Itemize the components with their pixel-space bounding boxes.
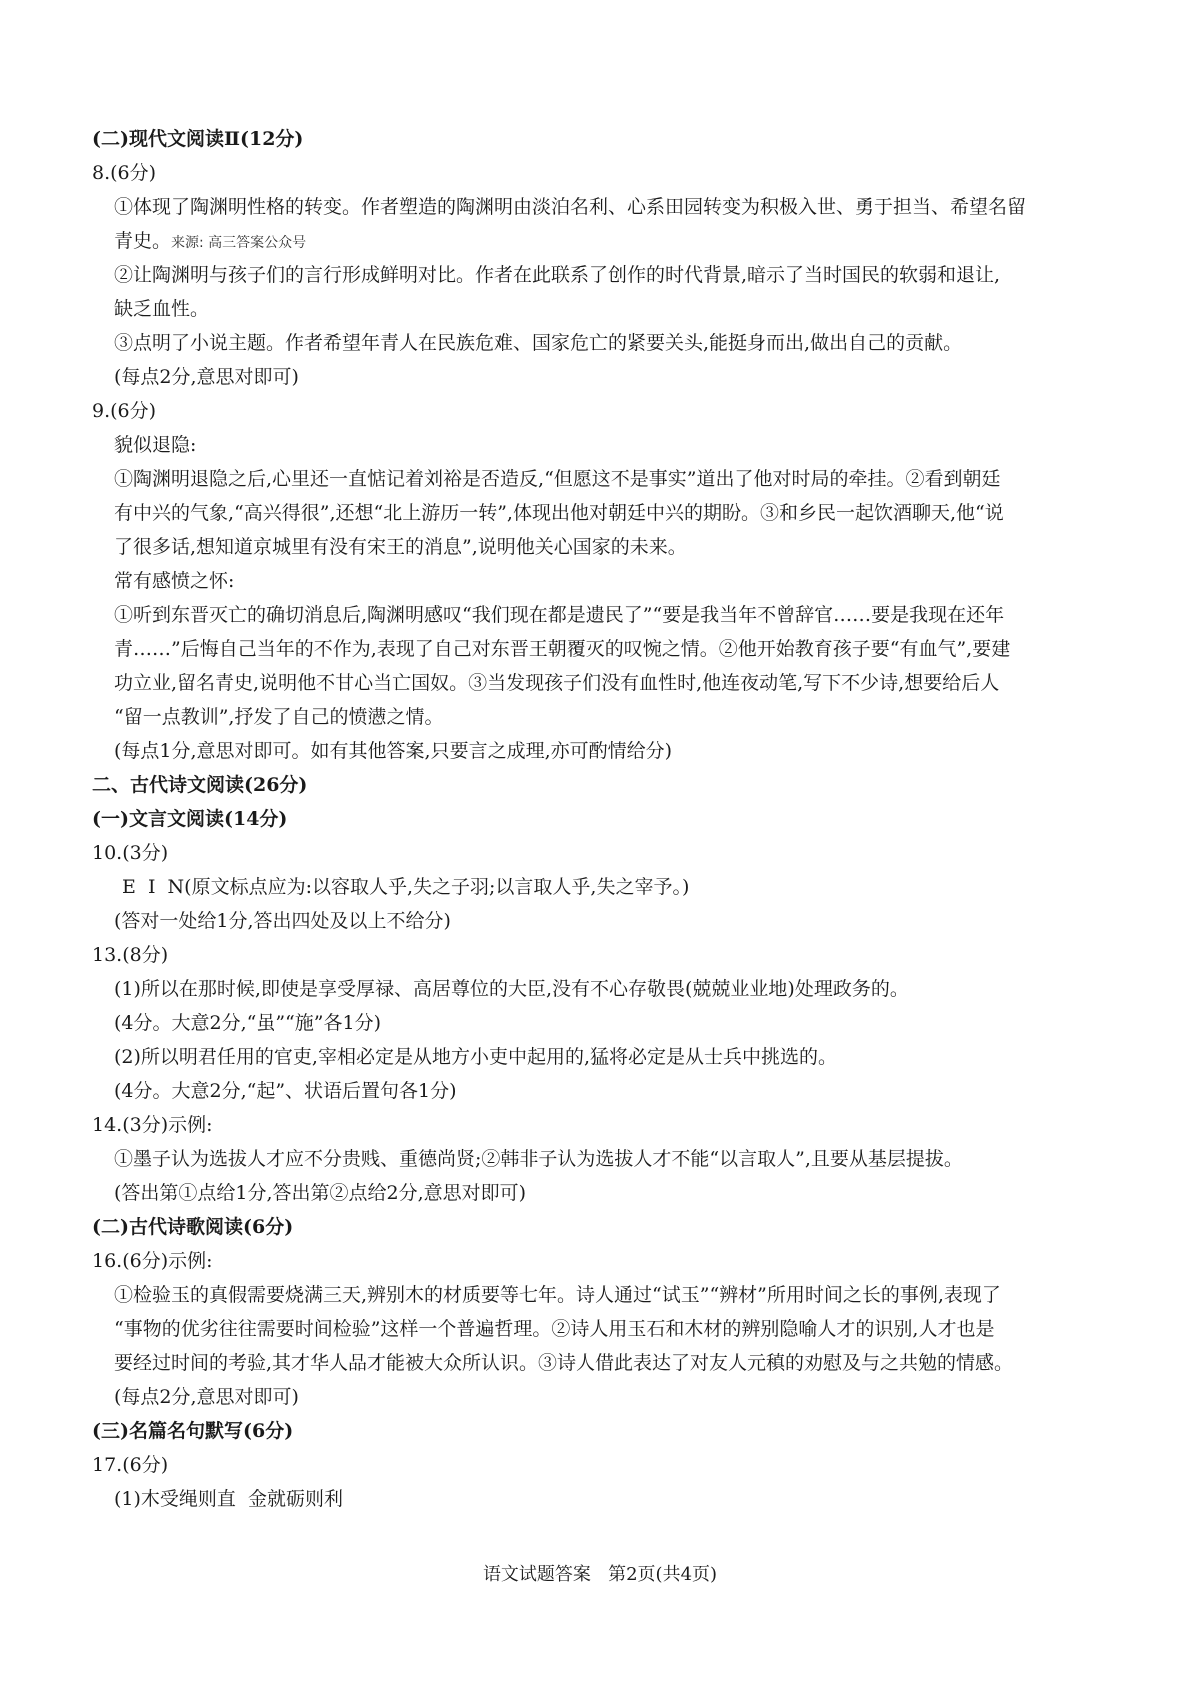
question-9-scoring-note: (每点1分,意思对即可。如有其他答案,只要言之成理,亦可酌情给分) xyxy=(114,740,673,762)
section-heading-classical: 二、古代诗文阅读(26分) xyxy=(92,774,308,796)
question-9-text-a2: 有中兴的气象,“高兴得很”,还想“北上游历一转”,体现出他对朝廷中兴的期盼。③和乡民一起饮酒聊天,他“说 xyxy=(114,502,1004,524)
question-8-point-2: ②让陶渊明与孩子们的言行形成鲜明对比。作者在此联系了创作的时代背景,暗示了当时国民的软弱和退让, xyxy=(114,264,1001,286)
question-9-text-a1: ①陶渊明退隐之后,心里还一直惦记着刘裕是否造反,“但愿这不是事实”道出了他对时局的牵挂。②看到朝廷 xyxy=(114,468,1001,490)
question-13-translation-1: (1)所以在那时候,即使是享受厚禄、高居尊位的大臣,没有不心存敬畏(兢兢业业地)处理政务的。 xyxy=(114,978,909,1000)
question-16-scoring-note: (每点2分,意思对即可) xyxy=(114,1386,299,1408)
question-9-subheading-1: 貌似退隐: xyxy=(114,434,197,456)
question-9-text-a3: 了很多话,想知道京城里有没有宋王的消息”,说明他关心国家的未来。 xyxy=(114,536,687,558)
question-17-answer-1: (1)木受绳则直 金就砺则利 xyxy=(114,1488,343,1510)
section-heading-modern-reading-2: (二)现代文阅读Ⅱ(12分) xyxy=(92,128,304,150)
source-note: 来源: 高三答案公众号 xyxy=(171,235,307,251)
question-8-point-1-cont xyxy=(92,224,1112,258)
question-9-text-b1: ①听到东晋灭亡的确切消息后,陶渊明感叹“我们现在都是遗民了”“要是我当年不曾辞官……要是我现在还年 xyxy=(114,604,1005,626)
question-16-label: 16.(6分)示例: xyxy=(92,1250,213,1272)
question-14-scoring-note: (答出第①点给1分,答出第②点给2分,意思对即可) xyxy=(114,1182,527,1204)
answer-page-body xyxy=(92,122,1112,1516)
question-9-text-b2: 青……”后悔自己当年的不作为,表现了自己对东晋王朝覆灭的叹惋之情。②他开始教育孩子要“有血气”,要建 xyxy=(114,638,1011,660)
question-17-label: 17.(6分) xyxy=(92,1454,169,1476)
question-8-scoring-note: (每点2分,意思对即可) xyxy=(114,366,299,388)
section-heading-classical-poetry: (二)古代诗歌阅读(6分) xyxy=(92,1216,294,1238)
question-8-point-1-end: 青史。 xyxy=(114,230,172,252)
question-16-text-1: ①检验玉的真假需要烧满三天,辨别木的材质要等七年。诗人通过“试玉”“辨材”所用时间之长的事例,表现了 xyxy=(114,1284,1001,1306)
question-8-point-3: ③点明了小说主题。作者希望年青人在民族危难、国家危亡的紧要关头,能挺身而出,做出自己的贡献。 xyxy=(114,332,963,354)
question-9-subheading-2: 常有感愤之怀: xyxy=(114,570,235,592)
question-9-label: 9.(6分) xyxy=(92,400,157,422)
question-14-label: 14.(3分)示例: xyxy=(92,1114,213,1136)
question-13-label: 13.(8分) xyxy=(92,944,169,966)
question-14-answer: ①墨子认为选拔人才应不分贵贱、重德尚贤;②韩非子认为选拔人才不能“以言取人”,且要从基层提拔。 xyxy=(114,1148,963,1170)
question-8-point-1: ①体现了陶渊明性格的转变。作者塑造的陶渊明由淡泊名利、心系田园转变为积极入世、勇于担当、希望名留 xyxy=(114,196,1027,218)
section-heading-classical-prose: (一)文言文阅读(14分) xyxy=(92,808,288,830)
question-10-label: 10.(3分) xyxy=(92,842,169,864)
question-16-text-3: 要经过时间的考验,其才华人品才能被大众所认识。③诗人借此表达了对友人元稹的劝慰及与之共勉的情感。 xyxy=(114,1352,1014,1374)
question-16-text-2: “事物的优劣往往需要时间检验”这样一个普遍哲理。②诗人用玉石和木材的辨别隐喻人才的识别,人才也是 xyxy=(114,1318,995,1340)
question-8-label: 8.(6分) xyxy=(92,162,157,184)
question-10-answer: E I N(原文标点应为:以容取人乎,失之子羽;以言取人乎,失之宰予。) xyxy=(122,876,690,898)
question-13-note-1: (4分。大意2分,“虽”“施”各1分) xyxy=(114,1012,381,1034)
question-13-note-2: (4分。大意2分,“起”、状语后置句各1分) xyxy=(114,1080,457,1102)
section-heading-recitation: (三)名篇名句默写(6分) xyxy=(92,1420,294,1442)
page-footer: 语文试题答案 第2页(共4页) xyxy=(482,1564,718,1585)
question-9-text-b4: “留一点教训”,抒发了自己的愤懑之情。 xyxy=(114,706,444,728)
question-8-point-2-cont: 缺乏血性。 xyxy=(114,298,210,320)
question-9-text-b3: 功立业,留名青史,说明他不甘心当亡国奴。③当发现孩子们没有血性时,他连夜动笔,写下不少诗,想要给后人 xyxy=(114,672,1000,694)
question-13-translation-2: (2)所以明君任用的官吏,宰相必定是从地方小吏中起用的,猛将必定是从士兵中挑选的。 xyxy=(114,1046,837,1068)
question-10-scoring-note: (答对一处给1分,答出四处及以上不给分) xyxy=(114,910,451,932)
